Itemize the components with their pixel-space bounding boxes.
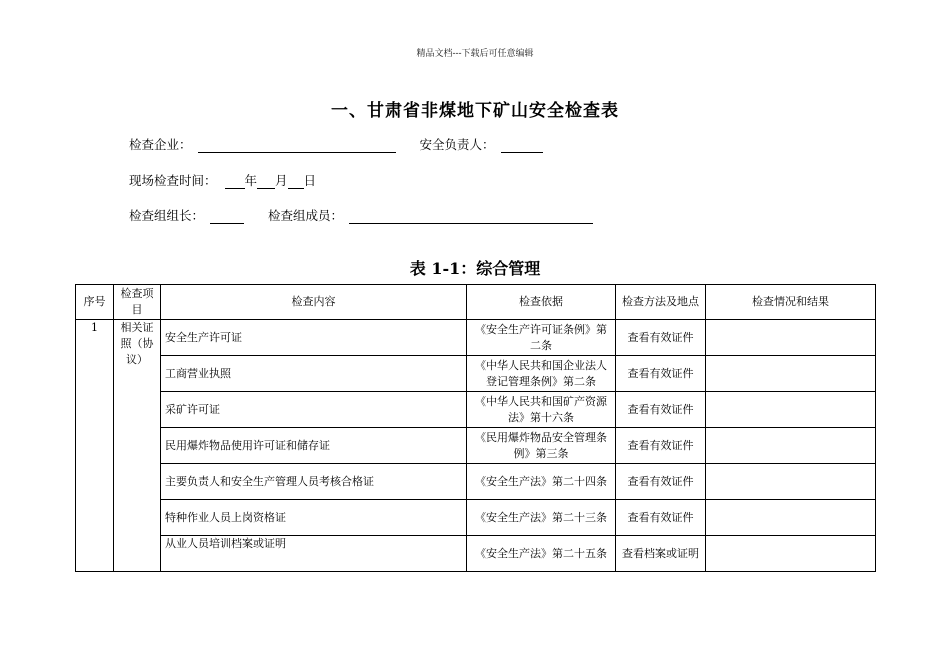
row-method: 查看有效证件 (616, 464, 706, 500)
table-title: 表 1-1：综合管理 (409, 259, 541, 278)
row-basis: 《中华人民共和国企业法人登记管理条例》第二条 (467, 356, 616, 392)
month-blank[interactable] (257, 175, 275, 189)
row-content: 特种作业人员上岗资格证 (161, 500, 467, 536)
row-result-cell[interactable] (706, 536, 876, 572)
members-label: 检查组成员： (268, 208, 344, 223)
row-content: 民用爆炸物品使用许可证和储存证 (161, 428, 467, 464)
month-label: 月 (275, 173, 288, 188)
row-content: 主要负责人和安全生产管理人员考核合格证 (161, 464, 467, 500)
inspection-team-row (129, 206, 593, 224)
header-method: 检查方法及地点 (616, 285, 706, 320)
row-basis: 《安全生产法》第二十五条 (467, 536, 616, 572)
safety-person-label: 安全负责人： (419, 137, 495, 152)
row-content: 安全生产许可证 (161, 320, 467, 356)
row-method: 查看有效证件 (616, 428, 706, 464)
row-basis: 《中华人民共和国矿产资源法》第十六条 (467, 392, 616, 428)
table-row (76, 536, 876, 572)
year-blank[interactable] (225, 175, 245, 189)
table-row (76, 464, 876, 500)
table-row (76, 356, 876, 392)
time-row (129, 171, 316, 189)
inspection-table (75, 284, 876, 572)
table-row (76, 500, 876, 536)
row-method: 查看有效证件 (616, 356, 706, 392)
row-content: 工商营业执照 (161, 356, 467, 392)
row-method: 查看有效证件 (616, 500, 706, 536)
row-result-cell[interactable] (706, 356, 876, 392)
year-label: 年 (244, 173, 258, 188)
table-row (76, 392, 876, 428)
row-method: 查看档案或证明 (616, 536, 706, 572)
day-blank[interactable] (288, 175, 304, 189)
document-title: 一、甘肃省非煤地下矿山安全检查表 (331, 101, 619, 121)
header-item: 检查项目 (114, 285, 161, 320)
safety-person-blank[interactable] (501, 139, 543, 153)
header-no: 序号 (76, 285, 114, 320)
day-label: 日 (303, 173, 317, 188)
row-basis: 《民用爆炸物品安全管理条例》第三条 (467, 428, 616, 464)
time-label: 现场检查时间： (129, 173, 217, 188)
enterprise-blank[interactable] (198, 139, 396, 153)
header-content: 检查内容 (161, 285, 467, 320)
row-method: 查看有效证件 (616, 320, 706, 356)
row-result-cell[interactable] (706, 464, 876, 500)
enterprise-row (129, 135, 543, 153)
row-result-cell[interactable] (706, 428, 876, 464)
row-method: 查看有效证件 (616, 392, 706, 428)
members-blank[interactable] (349, 210, 593, 224)
table-header-row (76, 285, 876, 320)
enterprise-label: 检查企业： (129, 137, 192, 152)
row-result-cell[interactable] (706, 320, 876, 356)
row-content: 采矿许可证 (161, 392, 467, 428)
row-basis: 《安全生产法》第二十三条 (467, 500, 616, 536)
table-row (76, 428, 876, 464)
header-result: 检查情况和结果 (706, 285, 876, 320)
row-content: 从业人员培训档案或证明 (161, 536, 467, 572)
row-basis: 《安全生产许可证条例》第二条 (467, 320, 616, 356)
table-row (76, 320, 876, 356)
group-item: 相关证照（协议） (114, 320, 161, 572)
leader-label: 检查组组长： (129, 208, 205, 223)
row-result-cell[interactable] (706, 392, 876, 428)
row-result-cell[interactable] (706, 500, 876, 536)
row-basis: 《安全生产法》第二十四条 (467, 464, 616, 500)
group-number: 1 (76, 320, 114, 572)
header-basis: 检查依据 (467, 285, 616, 320)
leader-blank[interactable] (210, 210, 244, 224)
header-note: 精品文档---下载后可任意编辑 (416, 49, 534, 59)
